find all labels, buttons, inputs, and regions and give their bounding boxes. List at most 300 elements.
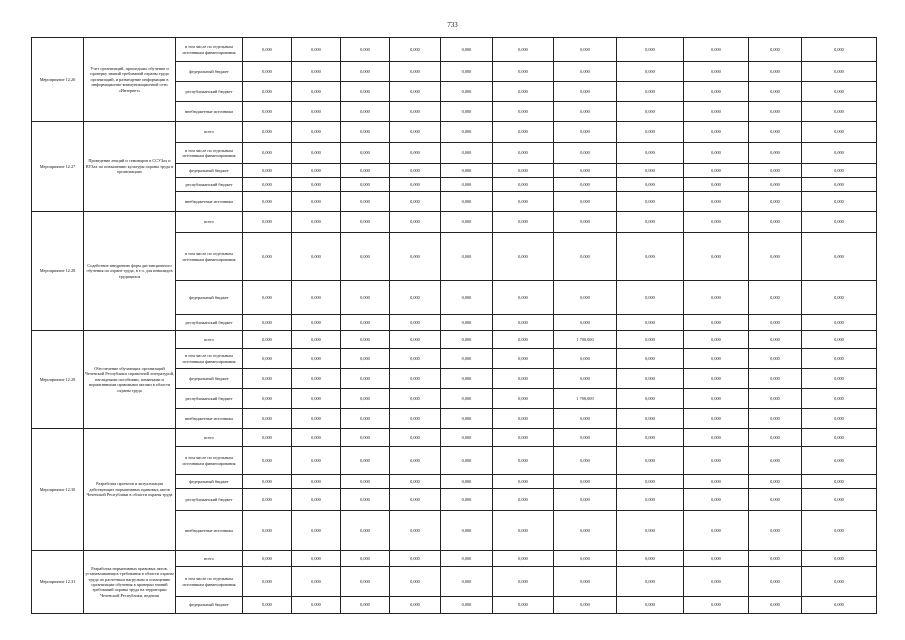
- funding-source-cell: всего: [176, 122, 243, 143]
- table-row: [32, 212, 877, 233]
- value-cell: 0,000: [684, 409, 749, 429]
- value-cell: 0,000: [617, 233, 684, 281]
- value-cell: 0,000: [390, 409, 441, 429]
- value-cell: 0,000: [684, 551, 749, 567]
- value-cell: 0,000: [441, 489, 493, 511]
- value-cell: 0,000: [441, 122, 493, 143]
- value-cell: 0,000: [441, 192, 493, 212]
- value-cell: 0,000: [554, 192, 617, 212]
- value-cell: 0,000: [684, 369, 749, 389]
- value-cell: 0,000: [684, 62, 749, 82]
- value-cell: 0,000: [554, 82, 617, 102]
- value-cell: 0,000: [390, 122, 441, 143]
- value-cell: 0,000: [292, 475, 341, 489]
- value-cell: 0,000: [554, 551, 617, 567]
- value-cell: 0,000: [684, 281, 749, 315]
- value-cell: 0,000: [441, 429, 493, 447]
- value-cell: 0,000: [493, 62, 554, 82]
- budget-table: [31, 37, 877, 614]
- value-cell: 0,000: [684, 233, 749, 281]
- value-cell: 0,000: [617, 192, 684, 212]
- value-cell: 0,000: [493, 192, 554, 212]
- value-cell: 0,000: [243, 315, 292, 331]
- value-cell: 0,000: [341, 233, 390, 281]
- value-cell: 0,000: [292, 281, 341, 315]
- measure-cell: Мероприятие 12.29: [32, 331, 84, 429]
- value-cell: 0,000: [802, 489, 877, 511]
- value-cell: 0,000: [554, 567, 617, 597]
- value-cell: 0,000: [684, 567, 749, 597]
- funding-source-cell: федеральный бюджет: [176, 164, 243, 178]
- funding-source-cell: в том числе по отдельным источникам финансирования: [176, 143, 243, 164]
- value-cell: 0,000: [684, 489, 749, 511]
- measure-description-cell: Учет организаций, прошедших обучение и проверку знаний требований охраны труда организаций, и размещение информации в информационно-коммуникационной сети «Интернет»: [84, 38, 176, 122]
- value-cell: 0,000: [390, 233, 441, 281]
- value-cell: 0,000: [493, 233, 554, 281]
- value-cell: 0,000: [617, 212, 684, 233]
- value-cell: 0,000: [390, 315, 441, 331]
- value-cell: 0,000: [292, 122, 341, 143]
- funding-source-cell: в том числе по отдельным источникам финансирования: [176, 38, 243, 62]
- funding-source-cell: республиканский бюджет: [176, 489, 243, 511]
- value-cell: 0,000: [341, 489, 390, 511]
- value-cell: 0,000: [617, 567, 684, 597]
- value-cell: 0,000: [390, 281, 441, 315]
- value-cell: 0,000: [390, 597, 441, 614]
- value-cell: 0,000: [493, 429, 554, 447]
- funding-source-cell: федеральный бюджет: [176, 475, 243, 489]
- value-cell: 0,000: [684, 143, 749, 164]
- value-cell: 0,000: [802, 331, 877, 349]
- value-cell: 0,000: [441, 597, 493, 614]
- funding-source-cell: республиканский бюджет: [176, 82, 243, 102]
- value-cell: 0,000: [441, 551, 493, 567]
- value-cell: 0,000: [493, 567, 554, 597]
- value-cell: 0,000: [749, 233, 802, 281]
- measure-cell: Мероприятие 12.27: [32, 122, 84, 212]
- funding-source-cell: федеральный бюджет: [176, 62, 243, 82]
- value-cell: 0,000: [802, 389, 877, 409]
- value-cell: 0,000: [802, 164, 877, 178]
- value-cell: 0,000: [493, 447, 554, 475]
- value-cell: 0,000: [802, 233, 877, 281]
- value-cell: 0,000: [390, 369, 441, 389]
- value-cell: 0,000: [390, 567, 441, 597]
- value-cell: 0,000: [749, 447, 802, 475]
- value-cell: 1 700,000: [554, 331, 617, 349]
- value-cell: 0,000: [441, 389, 493, 409]
- value-cell: 0,000: [617, 164, 684, 178]
- value-cell: 0,000: [802, 82, 877, 102]
- value-cell: 0,000: [441, 349, 493, 369]
- value-cell: 0,000: [243, 38, 292, 62]
- value-cell: 0,000: [341, 511, 390, 551]
- funding-source-cell: республиканский бюджет: [176, 389, 243, 409]
- value-cell: 0,000: [243, 349, 292, 369]
- value-cell: 0,000: [341, 349, 390, 369]
- value-cell: 0,000: [341, 143, 390, 164]
- value-cell: 0,000: [243, 567, 292, 597]
- funding-source-cell: всего: [176, 429, 243, 447]
- value-cell: 0,000: [390, 447, 441, 475]
- value-cell: 0,000: [292, 409, 341, 429]
- funding-source-cell: всего: [176, 551, 243, 567]
- value-cell: 0,000: [341, 567, 390, 597]
- value-cell: 0,000: [554, 475, 617, 489]
- value-cell: 0,000: [341, 475, 390, 489]
- value-cell: 0,000: [390, 62, 441, 82]
- value-cell: 0,000: [802, 597, 877, 614]
- value-cell: 0,000: [441, 409, 493, 429]
- value-cell: 0,000: [341, 331, 390, 349]
- value-cell: 0,000: [390, 212, 441, 233]
- value-cell: 0,000: [292, 511, 341, 551]
- value-cell: 0,000: [617, 597, 684, 614]
- value-cell: 0,000: [243, 597, 292, 614]
- table-row: [32, 429, 877, 447]
- value-cell: 0,000: [292, 62, 341, 82]
- value-cell: 0,000: [749, 475, 802, 489]
- value-cell: 0,000: [441, 447, 493, 475]
- value-cell: 0,000: [802, 143, 877, 164]
- value-cell: 0,000: [493, 489, 554, 511]
- value-cell: 0,000: [243, 212, 292, 233]
- value-cell: 0,000: [617, 143, 684, 164]
- value-cell: 0,000: [617, 429, 684, 447]
- page-number: 733: [447, 21, 458, 29]
- value-cell: 0,000: [292, 164, 341, 178]
- value-cell: 0,000: [802, 38, 877, 62]
- value-cell: 0,000: [292, 212, 341, 233]
- value-cell: 0,000: [554, 281, 617, 315]
- value-cell: 0,000: [802, 315, 877, 331]
- value-cell: 0,000: [441, 38, 493, 62]
- value-cell: 0,000: [292, 102, 341, 122]
- value-cell: 0,000: [802, 551, 877, 567]
- measure-description-cell: Содействие внедрению форм дистанционного обучения по охране труда, в т.ч. для инвалидов трудящихся: [84, 212, 176, 331]
- value-cell: 0,000: [243, 178, 292, 192]
- value-cell: 0,000: [493, 212, 554, 233]
- value-cell: 0,000: [292, 143, 341, 164]
- value-cell: 0,000: [390, 489, 441, 511]
- table-row: [32, 331, 877, 349]
- value-cell: 0,000: [554, 143, 617, 164]
- value-cell: 0,000: [341, 164, 390, 178]
- measure-cell: Мероприятие 12.28: [32, 212, 84, 331]
- value-cell: 0,000: [749, 567, 802, 597]
- value-cell: 0,000: [292, 369, 341, 389]
- value-cell: 0,000: [554, 447, 617, 475]
- value-cell: 0,000: [341, 281, 390, 315]
- value-cell: 0,000: [802, 281, 877, 315]
- value-cell: 0,000: [292, 597, 341, 614]
- value-cell: 0,000: [292, 489, 341, 511]
- value-cell: 0,000: [617, 102, 684, 122]
- value-cell: 0,000: [292, 551, 341, 567]
- value-cell: 0,000: [243, 369, 292, 389]
- value-cell: 0,000: [493, 82, 554, 102]
- value-cell: 0,000: [341, 369, 390, 389]
- value-cell: 0,000: [493, 511, 554, 551]
- value-cell: 0,000: [493, 281, 554, 315]
- value-cell: 0,000: [554, 511, 617, 551]
- table-row: [32, 122, 877, 143]
- value-cell: 0,000: [390, 178, 441, 192]
- value-cell: 0,000: [243, 551, 292, 567]
- value-cell: 0,000: [749, 178, 802, 192]
- value-cell: 0,000: [749, 349, 802, 369]
- value-cell: 0,000: [493, 551, 554, 567]
- value-cell: 0,000: [802, 369, 877, 389]
- value-cell: 0,000: [243, 122, 292, 143]
- value-cell: 0,000: [554, 164, 617, 178]
- value-cell: 0,000: [802, 62, 877, 82]
- value-cell: 0,000: [390, 429, 441, 447]
- value-cell: 0,000: [749, 122, 802, 143]
- value-cell: 0,000: [802, 212, 877, 233]
- value-cell: 0,000: [441, 212, 493, 233]
- value-cell: 0,000: [390, 389, 441, 409]
- value-cell: 0,000: [617, 551, 684, 567]
- value-cell: 0,000: [441, 475, 493, 489]
- value-cell: 0,000: [617, 447, 684, 475]
- value-cell: 0,000: [802, 192, 877, 212]
- value-cell: 0,000: [493, 122, 554, 143]
- value-cell: 0,000: [243, 164, 292, 178]
- value-cell: 0,000: [390, 192, 441, 212]
- value-cell: 0,000: [684, 349, 749, 369]
- value-cell: 0,000: [684, 475, 749, 489]
- value-cell: 0,000: [441, 315, 493, 331]
- value-cell: 0,000: [554, 233, 617, 281]
- value-cell: 0,000: [617, 38, 684, 62]
- value-cell: 0,000: [341, 62, 390, 82]
- value-cell: 0,000: [617, 281, 684, 315]
- value-cell: 0,000: [617, 82, 684, 102]
- value-cell: 0,000: [802, 102, 877, 122]
- value-cell: 1 700,000: [554, 389, 617, 409]
- value-cell: 0,000: [243, 102, 292, 122]
- value-cell: 0,000: [390, 511, 441, 551]
- value-cell: 0,000: [554, 102, 617, 122]
- value-cell: 0,000: [441, 62, 493, 82]
- value-cell: 0,000: [243, 409, 292, 429]
- value-cell: 0,000: [243, 143, 292, 164]
- value-cell: 0,000: [243, 429, 292, 447]
- value-cell: 0,000: [243, 192, 292, 212]
- value-cell: 0,000: [684, 82, 749, 102]
- value-cell: 0,000: [617, 331, 684, 349]
- value-cell: 0,000: [292, 567, 341, 597]
- value-cell: 0,000: [554, 597, 617, 614]
- value-cell: 0,000: [441, 511, 493, 551]
- value-cell: 0,000: [617, 475, 684, 489]
- funding-source-cell: в том числе по отдельным источникам финансирования: [176, 349, 243, 369]
- measure-cell: Мероприятие 12.31: [32, 551, 84, 614]
- value-cell: 0,000: [243, 475, 292, 489]
- value-cell: 0,000: [802, 178, 877, 192]
- value-cell: 0,000: [749, 511, 802, 551]
- funding-source-cell: федеральный бюджет: [176, 597, 243, 614]
- value-cell: 0,000: [292, 349, 341, 369]
- value-cell: 0,000: [684, 331, 749, 349]
- value-cell: 0,000: [341, 82, 390, 102]
- value-cell: 0,000: [441, 143, 493, 164]
- value-cell: 0,000: [441, 369, 493, 389]
- table-row: [32, 38, 877, 62]
- value-cell: 0,000: [802, 429, 877, 447]
- value-cell: 0,000: [802, 409, 877, 429]
- funding-source-cell: в том числе по отдельным источникам финансирования: [176, 233, 243, 281]
- funding-source-cell: республиканский бюджет: [176, 315, 243, 331]
- value-cell: 0,000: [684, 122, 749, 143]
- value-cell: 0,000: [684, 212, 749, 233]
- value-cell: 0,000: [390, 143, 441, 164]
- value-cell: 0,000: [493, 331, 554, 349]
- value-cell: 0,000: [617, 511, 684, 551]
- value-cell: 0,000: [802, 475, 877, 489]
- value-cell: 0,000: [390, 38, 441, 62]
- value-cell: 0,000: [243, 233, 292, 281]
- value-cell: 0,000: [292, 447, 341, 475]
- measure-description-cell: Проведение лекций и семинаров в ССУЗах и ВУЗах по повышению культуры охраны труда в организациях: [84, 122, 176, 212]
- value-cell: 0,000: [390, 551, 441, 567]
- value-cell: 0,000: [554, 315, 617, 331]
- measure-cell: Мероприятие 12.26: [32, 38, 84, 122]
- funding-source-cell: внебюджетные источники: [176, 511, 243, 551]
- value-cell: 0,000: [441, 82, 493, 102]
- value-cell: 0,000: [802, 122, 877, 143]
- value-cell: 0,000: [292, 233, 341, 281]
- value-cell: 0,000: [390, 331, 441, 349]
- value-cell: 0,000: [390, 475, 441, 489]
- value-cell: 0,000: [243, 389, 292, 409]
- value-cell: 0,000: [441, 164, 493, 178]
- value-cell: 0,000: [684, 511, 749, 551]
- value-cell: 0,000: [493, 597, 554, 614]
- value-cell: 0,000: [684, 447, 749, 475]
- value-cell: 0,000: [802, 349, 877, 369]
- value-cell: 0,000: [749, 192, 802, 212]
- value-cell: 0,000: [749, 369, 802, 389]
- value-cell: 0,000: [749, 429, 802, 447]
- value-cell: 0,000: [617, 369, 684, 389]
- value-cell: 0,000: [390, 82, 441, 102]
- value-cell: 0,000: [493, 38, 554, 62]
- value-cell: 0,000: [441, 102, 493, 122]
- value-cell: 0,000: [554, 429, 617, 447]
- funding-source-cell: внебюджетные источники: [176, 192, 243, 212]
- value-cell: 0,000: [390, 102, 441, 122]
- value-cell: 0,000: [802, 567, 877, 597]
- value-cell: 0,000: [617, 315, 684, 331]
- value-cell: 0,000: [341, 551, 390, 567]
- value-cell: 0,000: [341, 122, 390, 143]
- value-cell: 0,000: [617, 409, 684, 429]
- funding-source-cell: внебюджетные источники: [176, 409, 243, 429]
- value-cell: 0,000: [341, 102, 390, 122]
- value-cell: 0,000: [617, 122, 684, 143]
- value-cell: 0,000: [292, 315, 341, 331]
- value-cell: 0,000: [749, 281, 802, 315]
- value-cell: 0,000: [617, 349, 684, 369]
- value-cell: 0,000: [341, 389, 390, 409]
- value-cell: 0,000: [292, 429, 341, 447]
- value-cell: 0,000: [684, 164, 749, 178]
- value-cell: 0,000: [554, 38, 617, 62]
- funding-source-cell: федеральный бюджет: [176, 369, 243, 389]
- value-cell: 0,000: [554, 369, 617, 389]
- value-cell: 0,000: [493, 389, 554, 409]
- value-cell: 0,000: [341, 409, 390, 429]
- value-cell: 0,000: [749, 409, 802, 429]
- value-cell: 0,000: [292, 192, 341, 212]
- value-cell: 0,000: [802, 511, 877, 551]
- value-cell: 0,000: [243, 511, 292, 551]
- value-cell: 0,000: [493, 164, 554, 178]
- value-cell: 0,000: [493, 369, 554, 389]
- value-cell: 0,000: [243, 281, 292, 315]
- funding-source-cell: федеральный бюджет: [176, 281, 243, 315]
- table-row: [32, 551, 877, 567]
- value-cell: 0,000: [441, 178, 493, 192]
- value-cell: 0,000: [243, 331, 292, 349]
- value-cell: 0,000: [802, 447, 877, 475]
- value-cell: 0,000: [749, 82, 802, 102]
- value-cell: 0,000: [493, 102, 554, 122]
- value-cell: 0,000: [554, 62, 617, 82]
- value-cell: 0,000: [554, 178, 617, 192]
- value-cell: 0,000: [341, 38, 390, 62]
- measure-description-cell: Разработка проектов и актуализация действующих нормативных правовых актов Чеченской Республики в области охраны труда: [84, 429, 176, 551]
- value-cell: 0,000: [749, 331, 802, 349]
- value-cell: 0,000: [243, 82, 292, 102]
- value-cell: 0,000: [292, 389, 341, 409]
- value-cell: 0,000: [493, 349, 554, 369]
- value-cell: 0,000: [554, 409, 617, 429]
- value-cell: 0,000: [554, 122, 617, 143]
- value-cell: 0,000: [749, 102, 802, 122]
- value-cell: 0,000: [684, 178, 749, 192]
- value-cell: 0,000: [749, 62, 802, 82]
- funding-source-cell: в том числе по отдельным источникам финансирования: [176, 567, 243, 597]
- value-cell: 0,000: [684, 389, 749, 409]
- value-cell: 0,000: [390, 349, 441, 369]
- value-cell: 0,000: [441, 331, 493, 349]
- value-cell: 0,000: [441, 233, 493, 281]
- value-cell: 0,000: [292, 82, 341, 102]
- value-cell: 0,000: [341, 447, 390, 475]
- funding-source-cell: всего: [176, 212, 243, 233]
- funding-source-cell: республиканский бюджет: [176, 178, 243, 192]
- value-cell: 0,000: [749, 597, 802, 614]
- funding-source-cell: всего: [176, 331, 243, 349]
- value-cell: 0,000: [292, 38, 341, 62]
- value-cell: 0,000: [684, 102, 749, 122]
- value-cell: 0,000: [341, 178, 390, 192]
- measure-description-cell: Разработка нормативных правовых актов, устанавливающих требования в области охраны труда по расчетным нагрузкам и оснащению организации обучения в проверки знаний требований охраны труда на территории Чеченской Республики, ведения: [84, 551, 176, 614]
- value-cell: 0,000: [749, 389, 802, 409]
- funding-source-cell: в том числе по отдельным источникам финансирования: [176, 447, 243, 475]
- value-cell: 0,000: [292, 178, 341, 192]
- value-cell: 0,000: [749, 38, 802, 62]
- value-cell: 0,000: [341, 315, 390, 331]
- value-cell: 0,000: [684, 38, 749, 62]
- value-cell: 0,000: [390, 164, 441, 178]
- value-cell: 0,000: [684, 429, 749, 447]
- measure-description-cell: Обеспечение обучающих организаций Чеченской Республики справочной литературой, наглядными пособиями, памятками и нормативными правовыми актами в области охраны труда: [84, 331, 176, 429]
- value-cell: 0,000: [493, 143, 554, 164]
